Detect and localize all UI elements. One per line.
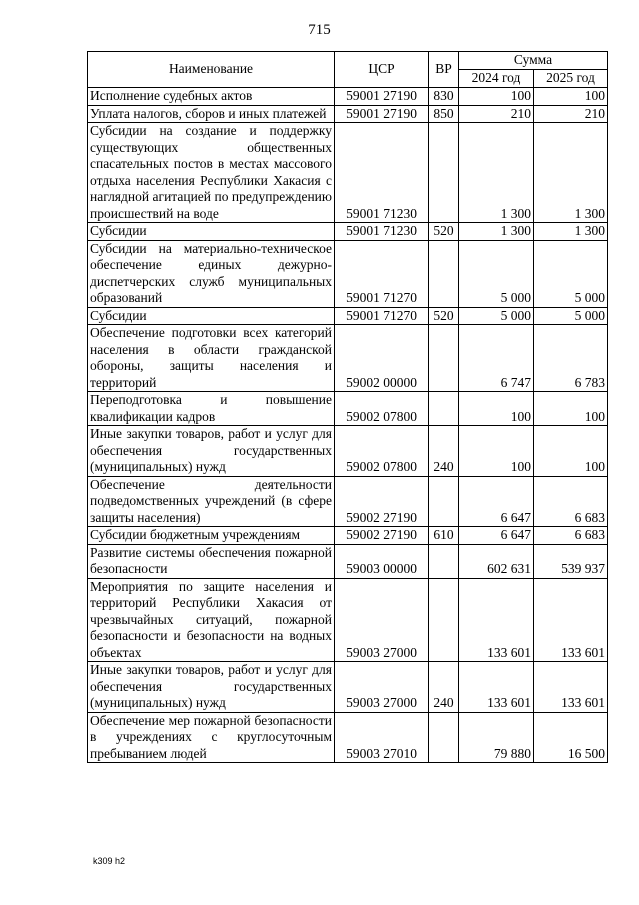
- row-amount-2024-cell: 100: [459, 88, 534, 106]
- row-csr-cell: 59001 71270: [335, 307, 429, 325]
- row-vr-cell: 850: [429, 105, 459, 123]
- row-amount-2024-cell: 5 000: [459, 240, 534, 307]
- table-row: [88, 88, 608, 106]
- row-amount-2025-cell: 100: [534, 426, 608, 477]
- row-amount-2024-cell: 100: [459, 392, 534, 426]
- row-amount-2024-cell: 1 300: [459, 123, 534, 223]
- row-csr-cell: 59001 27190: [335, 105, 429, 123]
- row-amount-2024-cell: 210: [459, 105, 534, 123]
- table-header: [88, 52, 608, 88]
- row-vr-cell: [429, 123, 459, 223]
- row-csr-cell: 59002 27190: [335, 476, 429, 527]
- row-amount-2025-cell: 6 783: [534, 325, 608, 392]
- row-vr-cell: [429, 392, 459, 426]
- row-csr-cell: 59003 27000: [335, 578, 429, 662]
- row-amount-2024-cell: 79 880: [459, 712, 534, 763]
- row-amount-2025-cell: 133 601: [534, 662, 608, 713]
- row-name-cell: Уплата налогов, сборов и иных платежей: [88, 105, 335, 123]
- row-amount-2025-cell: 100: [534, 88, 608, 106]
- table-row: [88, 426, 608, 477]
- row-amount-2025-cell: 5 000: [534, 240, 608, 307]
- table-row: [88, 662, 608, 713]
- row-name-cell: Субсидии: [88, 223, 335, 241]
- row-name-cell: Обеспечение деятельности подведомственных учреждений (в сфере защиты населения): [88, 476, 335, 527]
- row-csr-cell: 59003 00000: [335, 544, 429, 578]
- row-amount-2025-cell: 6 683: [534, 527, 608, 545]
- row-csr-cell: 59002 07800: [335, 426, 429, 477]
- row-amount-2024-cell: 100: [459, 426, 534, 477]
- row-amount-2025-cell: 100: [534, 392, 608, 426]
- table-row: [88, 527, 608, 545]
- row-amount-2024-cell: 133 601: [459, 662, 534, 713]
- page-number: 715: [308, 22, 331, 38]
- row-vr-cell: [429, 476, 459, 527]
- table-row: [88, 392, 608, 426]
- row-amount-2024-cell: 6 747: [459, 325, 534, 392]
- row-csr-cell: 59001 71270: [335, 240, 429, 307]
- row-vr-cell: 520: [429, 223, 459, 241]
- header-year-2025: 2025 год: [534, 70, 608, 88]
- row-amount-2025-cell: 6 683: [534, 476, 608, 527]
- table-row: [88, 307, 608, 325]
- row-amount-2024-cell: 6 647: [459, 527, 534, 545]
- table-row: [88, 712, 608, 763]
- table-row: [88, 123, 608, 223]
- row-amount-2024-cell: 1 300: [459, 223, 534, 241]
- table-row: [88, 105, 608, 123]
- row-name-cell: Обеспечение мер пожарной безопасности в учреждениях с круглосуточным пребыванием людей: [88, 712, 335, 763]
- row-csr-cell: 59003 27000: [335, 662, 429, 713]
- row-name-cell: Субсидии бюджетным учреждениям: [88, 527, 335, 545]
- header-sum: Сумма: [459, 52, 608, 70]
- footer-code: k309 h2: [93, 856, 126, 866]
- row-csr-cell: 59001 71230: [335, 123, 429, 223]
- row-vr-cell: 240: [429, 662, 459, 713]
- row-amount-2024-cell: 5 000: [459, 307, 534, 325]
- table-row: [88, 325, 608, 392]
- row-name-cell: Субсидии на материально-техническое обеспечение единых дежурно-диспетчерских служб муниципальных образований: [88, 240, 335, 307]
- row-name-cell: Развитие системы обеспечения пожарной безопасности: [88, 544, 335, 578]
- row-amount-2025-cell: 539 937: [534, 544, 608, 578]
- row-vr-cell: [429, 544, 459, 578]
- row-name-cell: Мероприятия по защите населения и территорий Республики Хакасия от чрезвычайных ситуаций, пожарной безопасности и безопасности на водных объектах: [88, 578, 335, 662]
- row-csr-cell: 59002 27190: [335, 527, 429, 545]
- table-row: [88, 578, 608, 662]
- row-amount-2024-cell: 133 601: [459, 578, 534, 662]
- row-csr-cell: 59003 27010: [335, 712, 429, 763]
- row-vr-cell: [429, 578, 459, 662]
- header-vr: ВР: [429, 52, 459, 88]
- row-name-cell: Обеспечение подготовки всех категорий населения в области гражданской обороны, защиты населения и территорий: [88, 325, 335, 392]
- row-vr-cell: 830: [429, 88, 459, 106]
- row-csr-cell: 59001 27190: [335, 88, 429, 106]
- row-vr-cell: [429, 712, 459, 763]
- row-vr-cell: [429, 240, 459, 307]
- header-year-2024: 2024 год: [459, 70, 534, 88]
- row-vr-cell: 520: [429, 307, 459, 325]
- row-amount-2025-cell: 1 300: [534, 123, 608, 223]
- row-amount-2024-cell: 602 631: [459, 544, 534, 578]
- table-row: [88, 223, 608, 241]
- row-amount-2025-cell: 5 000: [534, 307, 608, 325]
- row-csr-cell: 59001 71230: [335, 223, 429, 241]
- header-name: Наименование: [88, 52, 335, 88]
- row-amount-2025-cell: 1 300: [534, 223, 608, 241]
- row-vr-cell: 610: [429, 527, 459, 545]
- row-name-cell: Иные закупки товаров, работ и услуг для обеспечения государственных (муниципальных) нужд: [88, 426, 335, 477]
- row-vr-cell: [429, 325, 459, 392]
- table-row: [88, 544, 608, 578]
- row-amount-2024-cell: 6 647: [459, 476, 534, 527]
- row-name-cell: Субсидии: [88, 307, 335, 325]
- row-amount-2025-cell: 210: [534, 105, 608, 123]
- row-name-cell: Иные закупки товаров, работ и услуг для обеспечения государственных (муниципальных) нужд: [88, 662, 335, 713]
- row-amount-2025-cell: 133 601: [534, 578, 608, 662]
- table-row: [88, 240, 608, 307]
- row-csr-cell: 59002 07800: [335, 392, 429, 426]
- row-name-cell: Исполнение судебных актов: [88, 88, 335, 106]
- table-row: [88, 476, 608, 527]
- row-vr-cell: 240: [429, 426, 459, 477]
- table-body: [88, 88, 608, 763]
- header-csr: ЦСР: [335, 52, 429, 88]
- row-csr-cell: 59002 00000: [335, 325, 429, 392]
- row-name-cell: Переподготовка и повышение квалификации кадров: [88, 392, 335, 426]
- row-amount-2025-cell: 16 500: [534, 712, 608, 763]
- budget-table: [87, 51, 608, 763]
- row-name-cell: Субсидии на создание и поддержку существующих общественных спасательных постов в местах массового отдыха населения Республики Хакасия с наглядной агитацией по предупреждению происшествий на воде: [88, 123, 335, 223]
